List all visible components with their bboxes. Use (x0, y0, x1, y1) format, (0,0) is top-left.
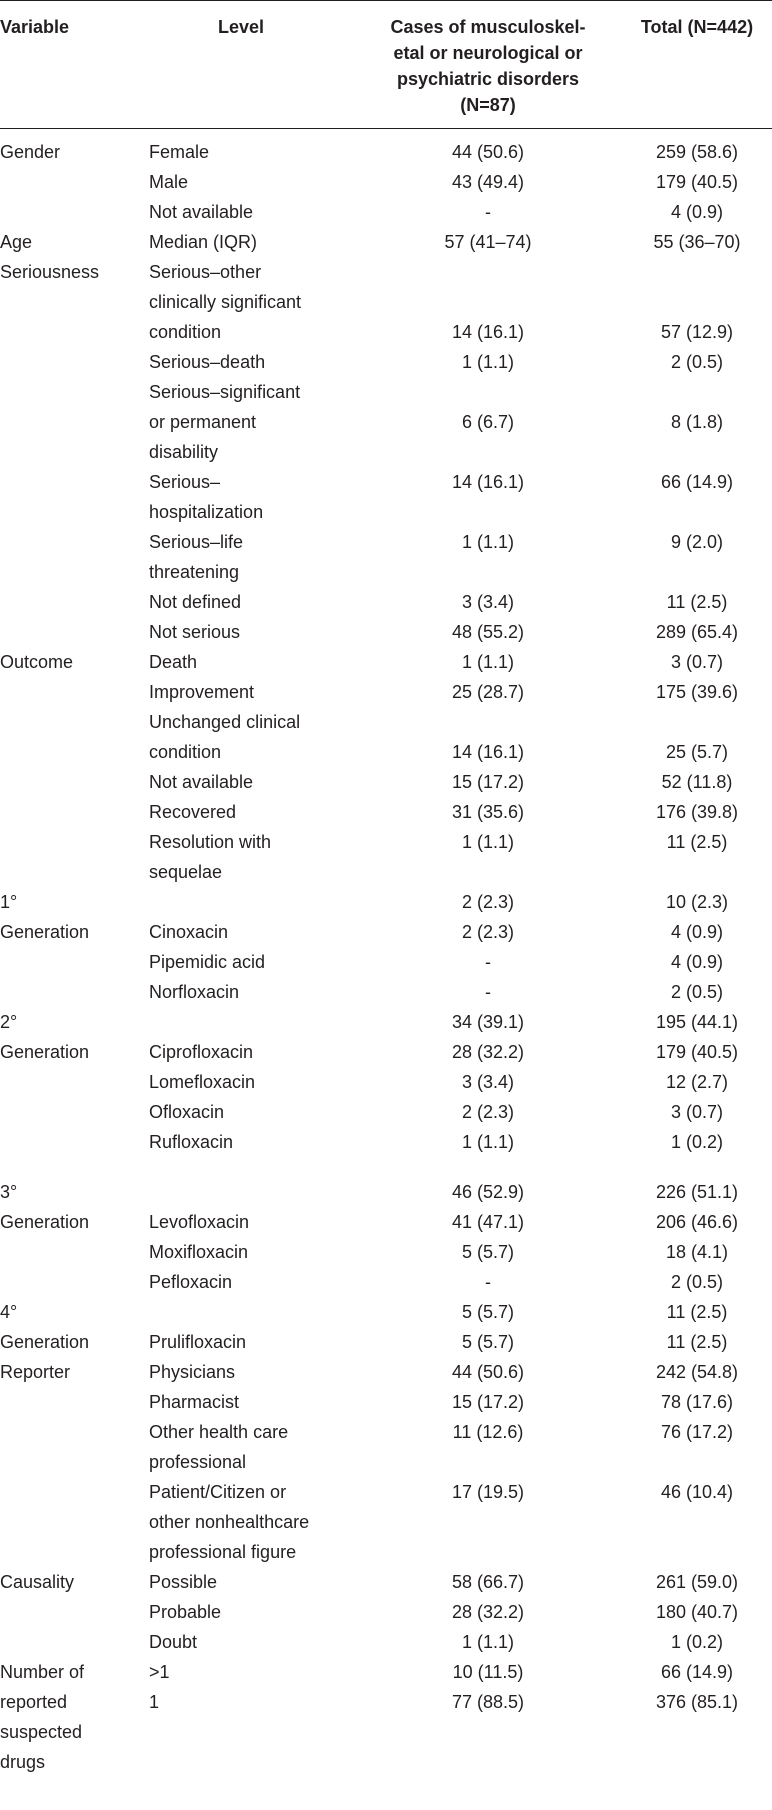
total-cell: 11 (2.5) (666, 832, 728, 852)
level-cell: Prulifloxacin (149, 1332, 247, 1352)
cases-cell: 44 (50.6) (451, 1362, 525, 1382)
level-cell: Not available (149, 202, 254, 222)
level-cell: Death (149, 652, 198, 672)
cases-cell: 28 (32.2) (451, 1602, 525, 1622)
total-cell: 10 (2.3) (665, 892, 729, 912)
total-cell: 4 (0.9) (670, 922, 724, 942)
level-cell: Patient/Citizen or (149, 1482, 287, 1502)
variable-cell: 4° (0, 1302, 18, 1322)
level-cell: >1 (149, 1662, 170, 1682)
level-cell: or permanent (149, 412, 257, 432)
cases-cell: 5 (5.7) (461, 1242, 515, 1262)
cases-cell: 2 (2.3) (461, 922, 515, 942)
cases-cell: 1 (1.1) (461, 352, 515, 372)
top-rule (0, 0, 772, 1)
variable-cell: Causality (0, 1572, 75, 1592)
total-cell: 2 (0.5) (670, 982, 724, 1002)
cases-cell: 3 (3.4) (461, 1072, 515, 1092)
total-cell: 4 (0.9) (670, 952, 724, 972)
cases-cell: 44 (50.6) (451, 142, 525, 162)
cases-cell: - (485, 202, 491, 222)
total-cell: 76 (17.2) (660, 1422, 734, 1442)
cases-cell: 1 (1.1) (461, 832, 515, 852)
header-total: Total (N=442) (640, 17, 754, 37)
total-cell: 12 (2.7) (665, 1072, 729, 1092)
total-cell: 2 (0.5) (670, 352, 724, 372)
level-cell: Serious–other (149, 262, 262, 282)
header-cases-line4: (N=87) (460, 95, 516, 115)
level-cell: hospitalization (149, 502, 264, 522)
header-cases-line1: Cases of musculoskel- (390, 17, 586, 37)
total-cell: 25 (5.7) (665, 742, 729, 762)
cases-cell: - (485, 982, 491, 1002)
variable-cell: Gender (0, 142, 61, 162)
total-cell: 206 (46.6) (655, 1212, 739, 1232)
total-cell: 11 (2.5) (666, 1332, 728, 1352)
total-cell: 9 (2.0) (670, 532, 724, 552)
cases-cell: 14 (16.1) (451, 742, 525, 762)
level-cell: Other health care (149, 1422, 289, 1442)
total-cell: 175 (39.6) (655, 682, 739, 702)
cases-cell: 43 (49.4) (451, 172, 525, 192)
level-cell: other nonhealthcare (149, 1512, 310, 1532)
cases-cell: 34 (39.1) (451, 1012, 525, 1032)
level-cell: Doubt (149, 1632, 198, 1652)
variable-cell: Age (0, 232, 33, 252)
level-cell: Median (IQR) (149, 232, 258, 252)
cases-cell: 2 (2.3) (461, 1102, 515, 1122)
total-cell: 52 (11.8) (661, 772, 733, 792)
variable-cell: Outcome (0, 652, 74, 672)
header-level: Level (218, 17, 265, 37)
level-cell: Female (149, 142, 210, 162)
level-cell: professional figure (149, 1542, 297, 1562)
cases-cell: 46 (52.9) (451, 1182, 525, 1202)
total-cell: 180 (40.7) (655, 1602, 739, 1622)
variable-cell: Reporter (0, 1362, 71, 1382)
level-cell: Probable (149, 1602, 222, 1622)
level-cell: clinically significant (149, 292, 302, 312)
total-cell: 55 (36–70) (653, 232, 741, 252)
level-cell: disability (149, 442, 219, 462)
level-cell: 1 (149, 1692, 160, 1712)
level-cell: Pefloxacin (149, 1272, 233, 1292)
level-cell: Pharmacist (149, 1392, 240, 1412)
cases-cell: 77 (88.5) (451, 1692, 525, 1712)
total-cell: 289 (65.4) (655, 622, 739, 642)
cases-cell: 5 (5.7) (461, 1302, 515, 1322)
level-cell: Cinoxacin (149, 922, 229, 942)
total-cell: 46 (10.4) (660, 1482, 734, 1502)
variable-cell: 1° (0, 892, 18, 912)
cases-cell: - (485, 1272, 491, 1292)
cases-cell: 3 (3.4) (461, 592, 515, 612)
total-cell: 1 (0.2) (670, 1632, 724, 1652)
cases-cell: 10 (11.5) (452, 1662, 524, 1682)
cases-cell: 58 (66.7) (451, 1572, 525, 1592)
cases-cell: 48 (55.2) (451, 622, 525, 642)
level-cell: Improvement (149, 682, 255, 702)
variable-cell: Generation (0, 1042, 90, 1062)
variable-cell: Seriousness (0, 262, 100, 282)
total-cell: 8 (1.8) (670, 412, 724, 432)
cases-cell: 57 (41–74) (444, 232, 532, 252)
total-cell: 226 (51.1) (655, 1182, 739, 1202)
variable-cell: suspected (0, 1722, 83, 1742)
total-cell: 176 (39.8) (655, 802, 739, 822)
total-cell: 179 (40.5) (655, 172, 739, 192)
variable-cell: Generation (0, 1212, 90, 1232)
level-cell: condition (149, 322, 222, 342)
header-cases-line2: etal or neurological or (393, 43, 583, 63)
total-cell: 11 (2.5) (666, 1302, 728, 1322)
level-cell: professional (149, 1452, 247, 1472)
cases-cell: 14 (16.1) (451, 322, 525, 342)
variable-cell: Generation (0, 922, 90, 942)
level-cell: Pipemidic acid (149, 952, 266, 972)
total-cell: 179 (40.5) (655, 1042, 739, 1062)
level-cell: Norfloxacin (149, 982, 240, 1002)
cases-cell: 25 (28.7) (451, 682, 525, 702)
level-cell: Recovered (149, 802, 237, 822)
variable-cell: Number of (0, 1662, 85, 1682)
level-cell: Serious– (149, 472, 221, 492)
cases-cell: 28 (32.2) (451, 1042, 525, 1062)
level-cell: Unchanged clinical (149, 712, 301, 732)
total-cell: 78 (17.6) (660, 1392, 734, 1412)
header-cases-line3: psychiatric disorders (396, 69, 580, 89)
cases-cell: 15 (17.2) (451, 772, 525, 792)
cases-cell: 14 (16.1) (451, 472, 525, 492)
cases-cell: 31 (35.6) (451, 802, 525, 822)
level-cell: Not defined (149, 592, 242, 612)
variable-cell: reported (0, 1692, 68, 1712)
level-cell: Serious–significant (149, 382, 301, 402)
variable-cell: 2° (0, 1012, 18, 1032)
level-cell: Not serious (149, 622, 241, 642)
total-cell: 376 (85.1) (655, 1692, 739, 1712)
total-cell: 2 (0.5) (670, 1272, 724, 1292)
total-cell: 18 (4.1) (665, 1242, 729, 1262)
variable-cell: drugs (0, 1752, 46, 1772)
total-cell: 57 (12.9) (660, 322, 734, 342)
level-cell: Lomefloxacin (149, 1072, 256, 1092)
cases-cell: - (485, 952, 491, 972)
cases-cell: 41 (47.1) (451, 1212, 525, 1232)
total-cell: 3 (0.7) (670, 652, 724, 672)
level-cell: sequelae (149, 862, 223, 882)
level-cell: Not available (149, 772, 254, 792)
total-cell: 66 (14.9) (660, 1662, 734, 1682)
cases-cell: 5 (5.7) (461, 1332, 515, 1352)
level-cell: Resolution with (149, 832, 272, 852)
header-rule (0, 128, 772, 129)
total-cell: 4 (0.9) (670, 202, 724, 222)
level-cell: Serious–life (149, 532, 244, 552)
cases-cell: 17 (19.5) (451, 1482, 525, 1502)
level-cell: Serious–death (149, 352, 266, 372)
total-cell: 261 (59.0) (655, 1572, 739, 1592)
cases-cell: 1 (1.1) (461, 652, 515, 672)
level-cell: condition (149, 742, 222, 762)
cases-cell: 6 (6.7) (461, 412, 515, 432)
level-cell: Possible (149, 1572, 218, 1592)
total-cell: 3 (0.7) (670, 1102, 724, 1122)
total-cell: 66 (14.9) (660, 472, 734, 492)
cases-cell: 11 (12.6) (452, 1422, 524, 1442)
cases-cell: 1 (1.1) (461, 532, 515, 552)
total-cell: 242 (54.8) (655, 1362, 739, 1382)
total-cell: 259 (58.6) (655, 142, 739, 162)
level-cell: Male (149, 172, 189, 192)
level-cell: Rufloxacin (149, 1132, 234, 1152)
level-cell: threatening (149, 562, 240, 582)
level-cell: Physicians (149, 1362, 236, 1382)
cases-cell: 2 (2.3) (461, 892, 515, 912)
level-cell: Ciprofloxacin (149, 1042, 254, 1062)
variable-cell: 3° (0, 1182, 18, 1202)
cases-cell: 1 (1.1) (461, 1632, 515, 1652)
cases-cell: 15 (17.2) (451, 1392, 525, 1412)
total-cell: 11 (2.5) (666, 592, 728, 612)
cases-cell: 1 (1.1) (461, 1132, 515, 1152)
variable-cell: Generation (0, 1332, 90, 1352)
level-cell: Levofloxacin (149, 1212, 250, 1232)
total-cell: 1 (0.2) (670, 1132, 724, 1152)
level-cell: Moxifloxacin (149, 1242, 249, 1262)
total-cell: 195 (44.1) (655, 1012, 739, 1032)
header-variable: Variable (0, 17, 70, 37)
level-cell: Ofloxacin (149, 1102, 225, 1122)
